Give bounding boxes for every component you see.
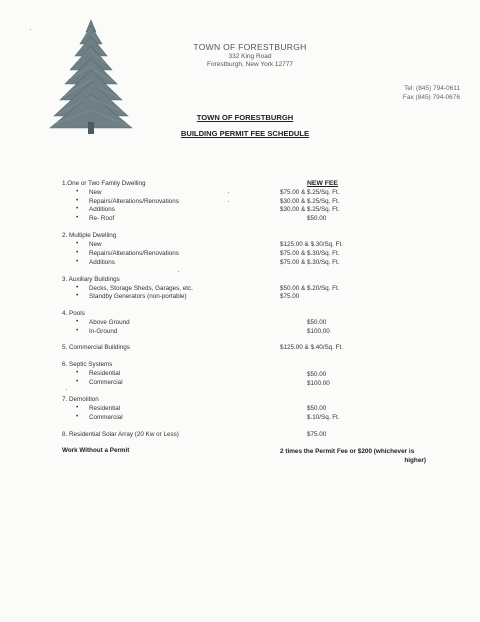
fee-item-label: Residential: [89, 405, 121, 412]
work-without-permit-label: Work Without a Permit: [62, 447, 130, 454]
fee-item-amount: $30.00 & $.25/Sq. Ft.: [280, 198, 340, 205]
scan-speck: [178, 271, 179, 272]
fee-column-header: NEW FEE: [307, 180, 338, 187]
section-heading: 1.One or Two Family Dwelling: [62, 180, 146, 187]
fee-item-label: Residential: [89, 370, 121, 377]
fee-item-amount: $100.00: [307, 328, 330, 335]
bullet-icon: •: [76, 369, 79, 376]
bullet-icon: •: [76, 258, 79, 265]
scan-speck: [228, 201, 229, 202]
fee-item-amount: $100.00: [307, 380, 330, 387]
fee-item-amount: $75.00 & $.30/Sq. Ft.: [280, 259, 340, 266]
fee-item-amount: $75.00 & $.30/Sq. Ft.: [280, 250, 340, 257]
section-heading: 3. Auxiliary Buildings: [62, 276, 120, 283]
bullet-icon: •: [76, 318, 79, 325]
scan-speck: [228, 192, 229, 193]
document-title: TOWN OF FORESTBURGH: [196, 113, 294, 122]
section-heading: 8. Residential Solar Array (20 Kw or Less): [62, 431, 179, 438]
bullet-icon: •: [76, 327, 79, 334]
fee-item-label: Additions: [89, 259, 115, 266]
letterhead-city: Forestburgh, New York 12777: [207, 61, 293, 68]
pine-tree-icon: [44, 18, 134, 136]
fee-item-label: New: [89, 189, 102, 196]
bullet-icon: •: [76, 188, 79, 195]
bullet-icon: •: [76, 249, 79, 256]
fee-item-label: Commercial: [89, 414, 123, 421]
fee-item-amount: $50.00: [307, 371, 327, 378]
fee-item-amount: $50.00: [307, 215, 327, 222]
fee-item-amount: $75.00: [307, 431, 327, 438]
bullet-icon: •: [76, 413, 79, 420]
fee-item-amount: $50.00 & $.20/Sq. Ft.: [280, 285, 340, 292]
document-subtitle: BUILDING PERMIT FEE SCHEDULE: [180, 129, 310, 138]
work-without-permit-fee-line1: 2 times the Permit Fee or $200 (whichever is: [280, 448, 415, 455]
fee-item-label: New: [89, 241, 102, 248]
fee-item-label: Above Ground: [89, 319, 130, 326]
fee-item-label: Decks, Storage Sheds, Garages, etc.: [89, 285, 193, 292]
work-without-permit-fee-line2: higher): [404, 457, 426, 464]
fee-item-amount: $75.00: [280, 293, 300, 300]
fee-item-amount: $50.00: [307, 319, 327, 326]
fee-item-amount: $.10/Sq. Ft.: [307, 414, 340, 421]
fee-item-amount: $30.00 & $.25/Sq. Ft.: [280, 206, 340, 213]
fee-item-label: Repairs/Alterations/Renovations: [89, 250, 179, 257]
scan-speck: [30, 29, 31, 30]
fee-item-amount: $75.00 & $.25/Sq. Ft.: [280, 189, 340, 196]
bullet-icon: •: [76, 240, 79, 247]
scan-speck: [66, 389, 67, 390]
letterhead-telephone: Tel: (845) 794-0611: [404, 85, 460, 92]
section-heading: 2. Multiple Dwelling: [62, 232, 117, 239]
bullet-icon: •: [76, 205, 79, 212]
fee-item-label: Additions: [89, 206, 115, 213]
work-without-permit-fee: [280, 447, 426, 465]
bullet-icon: •: [76, 284, 79, 291]
fee-item-amount: $125.00 & $.30/Sq. Ft.: [280, 241, 344, 248]
fee-item-label: Repairs/Alterations/Renovations: [89, 198, 179, 205]
bullet-icon: •: [76, 292, 79, 299]
section-heading: 7. Demolition: [62, 396, 99, 403]
letterhead-street: 332 King Road: [228, 53, 272, 60]
fee-item-amount: $50.00: [307, 405, 327, 412]
fee-item-label: Re- Roof: [89, 215, 115, 222]
fee-item-label: Standby Generators (non-portable): [89, 293, 187, 300]
fee-item-amount: $125.00 & $.40/Sq. Ft.: [280, 344, 344, 351]
bullet-icon: •: [76, 378, 79, 385]
section-heading: 4. Pools: [62, 310, 85, 317]
letterhead-fax: Fax (845) 794-0676: [402, 94, 460, 101]
bullet-icon: •: [76, 197, 79, 204]
fee-item-label: Commercial: [89, 379, 123, 386]
fee-item-label: In-Ground: [89, 328, 118, 335]
letterhead-name: TOWN OF FORESTBURGH: [193, 42, 307, 52]
section-heading: 6. Septic Systems: [62, 361, 113, 368]
bullet-icon: •: [76, 214, 79, 221]
section-heading: 5. Commercial Buildings: [62, 344, 130, 351]
bullet-icon: •: [76, 404, 79, 411]
